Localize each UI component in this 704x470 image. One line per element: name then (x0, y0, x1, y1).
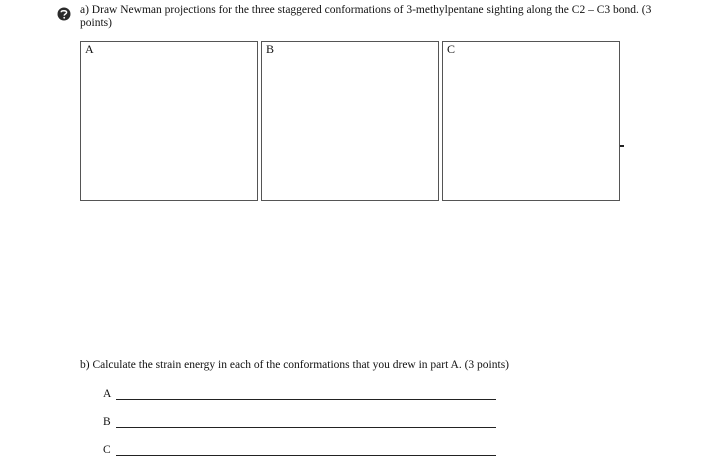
drawing-box-b[interactable] (261, 41, 439, 201)
part-a-prompt: a) Draw Newman projections for the three staggered conformations of 3-methylpentane sighting along the C2 – C3 bond. (3 points) (80, 4, 652, 29)
answer-row-b (103, 416, 496, 428)
answer-label-b: B (103, 416, 111, 428)
answer-label-a: A (103, 388, 112, 400)
answer-label-c: C (103, 444, 111, 456)
drawing-box-a[interactable] (80, 41, 258, 201)
drawing-box-c[interactable] (442, 41, 620, 201)
box-label-b: B (266, 42, 275, 56)
box-label-a: A (85, 42, 94, 56)
answer-field-c[interactable] (116, 445, 496, 456)
answer-field-b[interactable] (116, 417, 496, 428)
answer-field-a[interactable] (116, 389, 496, 400)
box-label-c: C (447, 42, 456, 56)
newman-drawing-boxes (80, 41, 620, 201)
stray-mark (620, 145, 624, 147)
answer-row-a (103, 388, 496, 400)
part-b-prompt: b) Calculate the strain energy in each of the conformations that you drew in part A. (3 points) (80, 359, 509, 371)
answer-row-c (103, 444, 496, 456)
question-bullet-icon (57, 7, 71, 21)
